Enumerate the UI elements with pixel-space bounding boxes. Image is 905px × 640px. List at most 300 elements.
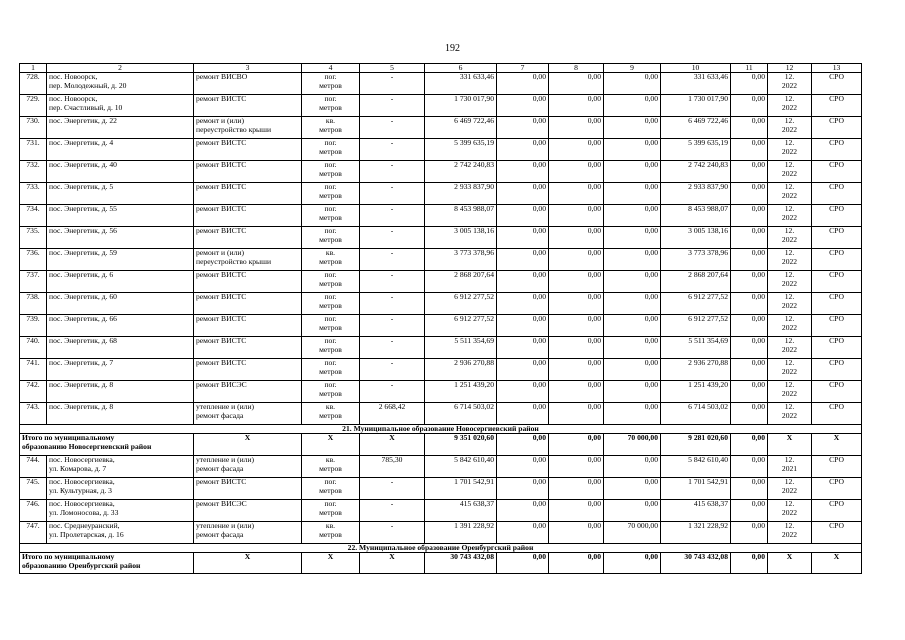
total-col-4: X [302, 553, 360, 574]
deadline-cell-line-1: 12. [784, 336, 795, 345]
deadline-cell-line-2: 2022 [781, 410, 798, 420]
volume-cell: - [360, 139, 425, 161]
deadline-cell-line-1: 12. [784, 499, 795, 508]
unit-cell-line-1: кв. [325, 455, 336, 464]
total-col-7: 0,00 [497, 553, 549, 574]
total-cost-cell: 2 936 270,88 [425, 359, 497, 381]
row-number: 729. [20, 95, 47, 117]
row-number: 746. [20, 500, 47, 522]
deadline-cell-line-2: 2021 [781, 463, 798, 473]
address-cell [47, 205, 194, 227]
address-cell [47, 271, 194, 293]
work-type-cell [194, 249, 302, 271]
deadline-cell-line-2: 2022 [781, 529, 798, 539]
work-type-cell [194, 478, 302, 500]
work-type-cell-line-1: ремонт ВИСТС [196, 477, 247, 486]
other-funds-cell: 0,00 [731, 500, 768, 522]
work-type-cell [194, 139, 302, 161]
address-cell-line-2: пер. Молодежный, д. 20 [49, 80, 127, 90]
table-row [20, 139, 862, 161]
unit-cell-line-2: метров [319, 388, 342, 398]
deadline-cell-line-1: 12. [784, 402, 795, 411]
table-row [20, 183, 862, 205]
total-cost-cell: 8 453 988,07 [425, 205, 497, 227]
federal-funds-cell: 0,00 [497, 456, 549, 478]
regional-funds-cell: 0,00 [549, 227, 604, 249]
federal-funds-cell: 0,00 [497, 359, 549, 381]
table-row [20, 271, 862, 293]
volume-cell: - [360, 95, 425, 117]
unit-cell-line-1: пог. [324, 292, 337, 301]
deadline-cell-line-1: 12. [784, 358, 795, 367]
owner-funds-cell: 415 638,37 [661, 500, 731, 522]
work-type-cell-line-1: ремонт ВИСВО [196, 72, 248, 81]
local-funds-cell: 0,00 [604, 95, 661, 117]
unit-cell [302, 381, 360, 403]
unit-cell-line-2: метров [319, 344, 342, 354]
volume-cell: - [360, 205, 425, 227]
work-type-cell-line-2: ремонт фасада [196, 529, 244, 539]
table-row [20, 117, 862, 139]
other-funds-cell: 0,00 [731, 293, 768, 315]
deadline-cell [768, 117, 812, 139]
total-cost-cell: 1 730 017,90 [425, 95, 497, 117]
other-funds-cell: 0,00 [731, 271, 768, 293]
address-cell [47, 227, 194, 249]
table-row [20, 522, 862, 544]
work-type-cell-line-1: ремонт ВИСТС [196, 336, 247, 345]
regional-funds-cell: 0,00 [549, 161, 604, 183]
local-funds-cell: 0,00 [604, 161, 661, 183]
unit-cell-line-1: пог. [324, 72, 337, 81]
volume-cell: - [360, 227, 425, 249]
local-funds-cell: 0,00 [604, 73, 661, 95]
work-type-cell [194, 117, 302, 139]
total-cost-cell: 1 701 542,91 [425, 478, 497, 500]
local-funds-cell: 70 000,00 [604, 522, 661, 544]
federal-funds-cell: 0,00 [497, 337, 549, 359]
deadline-cell-line-2: 2022 [781, 322, 798, 332]
local-funds-cell: 0,00 [604, 227, 661, 249]
work-type-cell-line-1: ремонт ВИСТС [196, 138, 247, 147]
unit-cell [302, 359, 360, 381]
total-cost-cell: 6 469 722,46 [425, 117, 497, 139]
deadline-cell [768, 139, 812, 161]
unit-cell-line-2: метров [319, 80, 342, 90]
local-funds-cell: 0,00 [604, 249, 661, 271]
owner-funds-cell: 1 251 439,20 [661, 381, 731, 403]
deadline-cell-line-1: 12. [784, 270, 795, 279]
total-col-4: X [302, 434, 360, 456]
deadline-cell-line-1: 12. [784, 72, 795, 81]
unit-cell [302, 73, 360, 95]
total-col-5: X [360, 553, 425, 574]
unit-cell-line-1: пог. [324, 160, 337, 169]
total-col-3: X [194, 553, 302, 574]
address-cell [47, 456, 194, 478]
address-cell [47, 161, 194, 183]
regional-funds-cell: 0,00 [549, 522, 604, 544]
address-cell [47, 403, 194, 425]
unit-cell-line-2: метров [319, 300, 342, 310]
total-col-13: X [812, 553, 862, 574]
deadline-cell [768, 227, 812, 249]
deadline-cell-line-2: 2022 [781, 146, 798, 156]
federal-funds-cell: 0,00 [497, 73, 549, 95]
address-cell-line-1: пос. Энергетик, д. 22 [49, 116, 117, 125]
address-cell-line-1: пос. Новоорск, [49, 94, 98, 103]
address-cell-line-1: пос. Энергетик, д. 56 [49, 226, 117, 235]
deadline-cell-line-2: 2022 [781, 256, 798, 266]
section-heading-row [20, 544, 862, 553]
unit-cell [302, 403, 360, 425]
unit-cell [302, 205, 360, 227]
owner-funds-cell: 3 005 138,16 [661, 227, 731, 249]
deadline-cell-line-2: 2022 [781, 300, 798, 310]
deadline-cell-line-1: 12. [784, 380, 795, 389]
work-type-cell-line-1: ремонт ВИСЭС [196, 499, 247, 508]
owner-funds-cell: 6 912 277,52 [661, 293, 731, 315]
address-cell-line-1: пос. Энергетик, д. 66 [49, 314, 117, 323]
address-cell [47, 381, 194, 403]
deadline-cell-line-1: 12. [784, 455, 795, 464]
deadline-cell [768, 205, 812, 227]
address-cell [47, 522, 194, 544]
unit-cell-line-2: метров [319, 485, 342, 495]
work-type-cell-line-1: ремонт ВИСТС [196, 160, 247, 169]
other-funds-cell: 0,00 [731, 456, 768, 478]
address-cell-line-2: ул. Пролетарская, д. 16 [49, 529, 124, 539]
column-number-header [20, 64, 862, 73]
work-type-cell-line-1: ремонт ВИСТС [196, 182, 247, 191]
address-cell-line-1: пос. Новосергиевка, [49, 455, 115, 464]
regional-funds-cell: 0,00 [549, 293, 604, 315]
local-funds-cell: 0,00 [604, 456, 661, 478]
fund-method-cell: СРО [812, 500, 862, 522]
other-funds-cell: 0,00 [731, 359, 768, 381]
work-type-cell-line-1: утепление и (или) [196, 455, 255, 464]
table-row [20, 95, 862, 117]
volume-cell: - [360, 500, 425, 522]
table-row [20, 381, 862, 403]
unit-cell [302, 500, 360, 522]
local-funds-cell: 0,00 [604, 117, 661, 139]
unit-cell-line-1: пог. [324, 336, 337, 345]
work-type-cell-line-1: ремонт ВИСТС [196, 270, 247, 279]
other-funds-cell: 0,00 [731, 478, 768, 500]
address-cell [47, 139, 194, 161]
unit-cell-line-1: пог. [324, 270, 337, 279]
column-header-5: 5 [360, 64, 425, 73]
fund-method-cell: СРО [812, 359, 862, 381]
total-cost-cell: 2 742 240,83 [425, 161, 497, 183]
row-number: 743. [20, 403, 47, 425]
work-type-cell-line-1: ремонт ВИСТС [196, 292, 247, 301]
address-cell-line-1: пос. Новосергиевка, [49, 477, 115, 486]
unit-cell-line-1: пог. [324, 477, 337, 486]
volume-cell: - [360, 381, 425, 403]
table-row [20, 337, 862, 359]
deadline-cell [768, 478, 812, 500]
work-type-cell-line-2: ремонт фасада [196, 463, 244, 473]
other-funds-cell: 0,00 [731, 117, 768, 139]
federal-funds-cell: 0,00 [497, 249, 549, 271]
federal-funds-cell: 0,00 [497, 381, 549, 403]
local-funds-cell: 0,00 [604, 315, 661, 337]
fund-method-cell: СРО [812, 227, 862, 249]
address-cell-line-1: пос. Энергетик, д. 55 [49, 204, 117, 213]
municipality-total-row [20, 434, 862, 456]
unit-cell-line-1: пог. [324, 358, 337, 367]
address-cell-line-2: пер. Счастливый, д. 10 [49, 102, 123, 112]
total-cost-cell: 331 633,46 [425, 73, 497, 95]
other-funds-cell: 0,00 [731, 183, 768, 205]
deadline-cell-line-2: 2022 [781, 212, 798, 222]
total-cost-cell: 6 912 277,52 [425, 293, 497, 315]
local-funds-cell: 0,00 [604, 381, 661, 403]
table-row [20, 478, 862, 500]
volume-cell: - [360, 359, 425, 381]
total-cost-cell: 5 511 354,69 [425, 337, 497, 359]
federal-funds-cell: 0,00 [497, 183, 549, 205]
federal-funds-cell: 0,00 [497, 139, 549, 161]
address-cell-line-2: ул. Культурная, д. 3 [49, 485, 112, 495]
federal-funds-cell: 0,00 [497, 227, 549, 249]
column-header-4: 4 [302, 64, 360, 73]
unit-cell-line-2: метров [319, 410, 342, 420]
volume-cell: - [360, 249, 425, 271]
local-funds-cell: 0,00 [604, 139, 661, 161]
deadline-cell [768, 249, 812, 271]
work-type-cell-line-1: ремонт и (или) [196, 116, 244, 125]
deadline-cell [768, 161, 812, 183]
regional-funds-cell: 0,00 [549, 359, 604, 381]
work-type-cell [194, 381, 302, 403]
owner-funds-cell: 6 912 277,52 [661, 315, 731, 337]
owner-funds-cell: 6 469 722,46 [661, 117, 731, 139]
address-cell [47, 500, 194, 522]
address-cell-line-1: пос. Энергетик, д. 68 [49, 336, 117, 345]
unit-cell [302, 249, 360, 271]
unit-cell [302, 522, 360, 544]
other-funds-cell: 0,00 [731, 161, 768, 183]
total-cost-cell: 6 714 503,02 [425, 403, 497, 425]
unit-cell-line-2: метров [319, 146, 342, 156]
deadline-cell-line-1: 12. [784, 248, 795, 257]
deadline-cell [768, 359, 812, 381]
deadline-cell-line-2: 2022 [781, 485, 798, 495]
column-header-9: 9 [604, 64, 661, 73]
work-type-cell-line-1: ремонт и (или) [196, 248, 244, 257]
work-type-cell-line-1: ремонт ВИСТС [196, 358, 247, 367]
address-cell-line-2: ул. Комарова, д. 7 [49, 463, 107, 473]
deadline-cell-line-1: 12. [784, 94, 795, 103]
volume-cell: - [360, 315, 425, 337]
total-col-8: 0,00 [549, 434, 604, 456]
deadline-cell-line-2: 2022 [781, 507, 798, 517]
column-header-1: 1 [20, 64, 47, 73]
column-header-6: 6 [425, 64, 497, 73]
work-type-cell-line-1: ремонт ВИСТС [196, 204, 247, 213]
deadline-cell-line-1: 12. [784, 292, 795, 301]
total-cost-cell: 3 773 378,96 [425, 249, 497, 271]
deadline-cell-line-1: 12. [784, 160, 795, 169]
owner-funds-cell: 1 321 228,92 [661, 522, 731, 544]
deadline-cell-line-1: 12. [784, 116, 795, 125]
deadline-cell [768, 95, 812, 117]
local-funds-cell: 0,00 [604, 478, 661, 500]
volume-cell: - [360, 522, 425, 544]
fund-method-cell: СРО [812, 271, 862, 293]
fund-method-cell: СРО [812, 117, 862, 139]
unit-cell [302, 117, 360, 139]
other-funds-cell: 0,00 [731, 337, 768, 359]
unit-cell-line-1: пог. [324, 94, 337, 103]
local-funds-cell: 0,00 [604, 205, 661, 227]
address-cell-line-1: пос. Энергетик, д. 8 [49, 380, 114, 389]
total-label [20, 553, 194, 574]
work-type-cell [194, 522, 302, 544]
address-cell [47, 359, 194, 381]
regional-funds-cell: 0,00 [549, 95, 604, 117]
owner-funds-cell: 5 399 635,19 [661, 139, 731, 161]
address-cell-line-2: ул. Ломоносова, д. 33 [49, 507, 119, 517]
unit-cell [302, 315, 360, 337]
regional-funds-cell: 0,00 [549, 315, 604, 337]
unit-cell [302, 95, 360, 117]
other-funds-cell: 0,00 [731, 227, 768, 249]
unit-cell-line-2: метров [319, 366, 342, 376]
unit-cell-line-2: метров [319, 463, 342, 473]
fund-method-cell: СРО [812, 403, 862, 425]
column-header-13: 13 [812, 64, 862, 73]
unit-cell-line-1: кв. [325, 116, 336, 125]
regional-funds-cell: 0,00 [549, 381, 604, 403]
column-header-2: 2 [47, 64, 194, 73]
row-number: 738. [20, 293, 47, 315]
section-title: 22. Муниципальное образование Оренбургский район [20, 544, 862, 553]
other-funds-cell: 0,00 [731, 315, 768, 337]
work-type-cell-line-1: ремонт ВИСТС [196, 314, 247, 323]
total-label-line-1: Итого по муниципальному [22, 433, 115, 442]
deadline-cell-line-2: 2022 [781, 102, 798, 112]
unit-cell-line-1: пог. [324, 182, 337, 191]
address-cell-line-1: пос. Энергетик, д. 40 [49, 160, 117, 169]
deadline-cell [768, 337, 812, 359]
deadline-cell-line-1: 12. [784, 477, 795, 486]
deadline-cell-line-1: 12. [784, 182, 795, 191]
total-cost-cell: 2 868 207,64 [425, 271, 497, 293]
column-header-3: 3 [194, 64, 302, 73]
row-number: 740. [20, 337, 47, 359]
owner-funds-cell: 1 701 542,91 [661, 478, 731, 500]
federal-funds-cell: 0,00 [497, 293, 549, 315]
deadline-cell-line-1: 12. [784, 204, 795, 213]
federal-funds-cell: 0,00 [497, 478, 549, 500]
deadline-cell [768, 183, 812, 205]
unit-cell-line-1: пог. [324, 499, 337, 508]
volume-cell: - [360, 117, 425, 139]
regional-funds-cell: 0,00 [549, 205, 604, 227]
address-cell [47, 95, 194, 117]
other-funds-cell: 0,00 [731, 73, 768, 95]
deadline-cell [768, 315, 812, 337]
address-cell-line-1: пос. Энергетик, д. 59 [49, 248, 117, 257]
work-type-cell [194, 293, 302, 315]
unit-cell-line-2: метров [319, 256, 342, 266]
address-cell-line-1: пос. Новосергиевка, [49, 499, 115, 508]
total-cost-sum: 9 351 020,60 [425, 434, 497, 456]
fund-method-cell: СРО [812, 249, 862, 271]
deadline-cell-line-1: 12. [784, 138, 795, 147]
fund-method-cell: СРО [812, 381, 862, 403]
other-funds-cell: 0,00 [731, 205, 768, 227]
total-cost-cell: 2 933 837,90 [425, 183, 497, 205]
federal-funds-cell: 0,00 [497, 117, 549, 139]
address-cell [47, 315, 194, 337]
unit-cell-line-2: метров [319, 102, 342, 112]
volume-cell: 2 668,42 [360, 403, 425, 425]
work-type-cell [194, 205, 302, 227]
address-cell [47, 293, 194, 315]
regional-funds-cell: 0,00 [549, 337, 604, 359]
federal-funds-cell: 0,00 [497, 205, 549, 227]
regional-funds-cell: 0,00 [549, 478, 604, 500]
row-number: 739. [20, 315, 47, 337]
owner-funds-cell: 8 453 988,07 [661, 205, 731, 227]
local-funds-cell: 0,00 [604, 337, 661, 359]
owner-funds-cell: 5 511 354,69 [661, 337, 731, 359]
address-cell [47, 337, 194, 359]
total-cost-cell: 1 251 439,20 [425, 381, 497, 403]
total-col-9: 0,00 [604, 553, 661, 574]
unit-cell-line-2: метров [319, 278, 342, 288]
local-funds-cell: 0,00 [604, 403, 661, 425]
work-type-cell [194, 271, 302, 293]
unit-cell [302, 183, 360, 205]
volume-cell: - [360, 271, 425, 293]
deadline-cell-line-2: 2022 [781, 168, 798, 178]
deadline-cell-line-2: 2022 [781, 388, 798, 398]
table-row [20, 500, 862, 522]
other-funds-cell: 0,00 [731, 403, 768, 425]
owner-funds-cell: 3 773 378,96 [661, 249, 731, 271]
work-type-cell-line-2: ремонт фасада [196, 410, 244, 420]
total-col-10: 9 281 020,60 [661, 434, 731, 456]
row-number: 732. [20, 161, 47, 183]
fund-method-cell: СРО [812, 183, 862, 205]
table-row [20, 315, 862, 337]
address-cell-line-1: пос. Среднеуранский, [49, 521, 120, 530]
federal-funds-cell: 0,00 [497, 522, 549, 544]
deadline-cell-line-2: 2022 [781, 278, 798, 288]
deadline-cell [768, 271, 812, 293]
total-col-12: X [768, 434, 812, 456]
federal-funds-cell: 0,00 [497, 271, 549, 293]
address-cell-line-1: пос. Энергетик, д. 8 [49, 402, 114, 411]
owner-funds-cell: 1 730 017,90 [661, 95, 731, 117]
deadline-cell-line-2: 2022 [781, 124, 798, 134]
column-header-12: 12 [768, 64, 812, 73]
work-type-cell [194, 183, 302, 205]
fund-method-cell: СРО [812, 337, 862, 359]
unit-cell-line-1: пог. [324, 226, 337, 235]
address-cell-line-1: пос. Энергетик, д. 7 [49, 358, 114, 367]
regional-funds-cell: 0,00 [549, 117, 604, 139]
row-number: 741. [20, 359, 47, 381]
fund-method-cell: СРО [812, 205, 862, 227]
address-cell-line-1: пос. Новоорск, [49, 72, 98, 81]
